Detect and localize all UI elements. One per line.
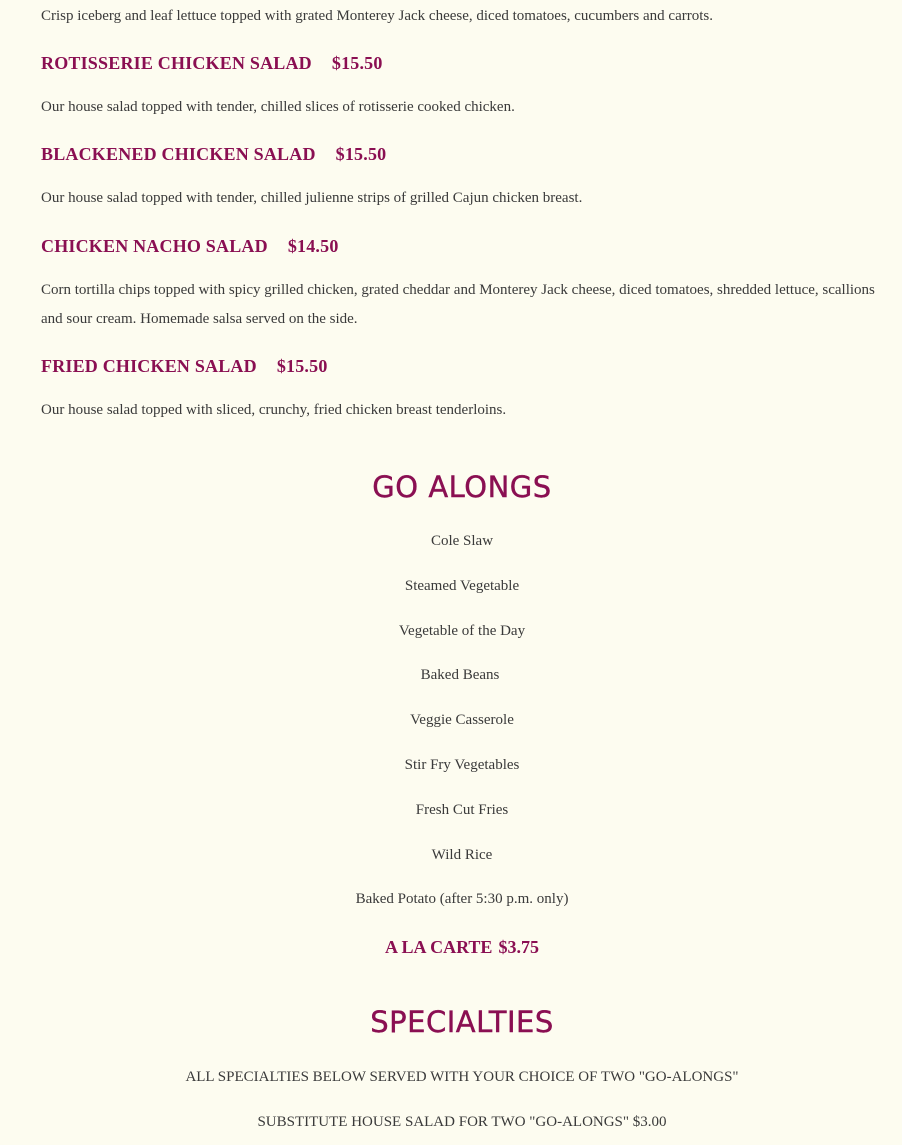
go-along-item: Stir Fry Vegetables [404, 757, 520, 773]
a-la-carte-price: $3.75 [498, 937, 539, 957]
go-alongs-heading: GO ALONGS [372, 470, 552, 504]
a-la-carte-label: A LA CARTE [385, 937, 493, 957]
substitute-salad-note: SUBSTITUTE HOUSE SALAD FOR TWO "GO-ALONGS" $3.00 [257, 1114, 667, 1130]
house-salad-description: Crisp iceberg and leaf lettuce topped with grated Monterey Jack cheese, diced tomatoes, cucumbers and carrots. [41, 8, 713, 24]
menu-item-description: Our house salad topped with tender, chilled julienne strips of grilled Cajun chicken breast. [41, 190, 583, 206]
menu-item-rotisserie-chicken-salad [41, 51, 883, 75]
menu-item-name: BLACKENED CHICKEN SALAD [41, 144, 316, 164]
menu-item-price: $15.50 [335, 144, 387, 164]
go-along-item: Steamed Vegetable [404, 578, 520, 594]
go-along-item: Vegetable of the Day [398, 623, 526, 639]
menu-item-price: $15.50 [276, 356, 328, 376]
menu-item-blackened-chicken-salad [41, 142, 883, 166]
menu-item-name: FRIED CHICKEN SALAD [41, 356, 257, 376]
go-along-item: Baked Potato (after 5:30 p.m. only) [355, 891, 569, 907]
menu-item-chicken-nacho-salad [41, 234, 883, 258]
menu-item-price: $14.50 [287, 236, 339, 256]
go-along-item: Baked Beans [420, 667, 500, 683]
menu-item-name: CHICKEN NACHO SALAD [41, 236, 268, 256]
menu-item-price: $15.50 [331, 53, 383, 73]
go-along-item: Wild Rice [431, 847, 493, 863]
go-along-item: Fresh Cut Fries [415, 802, 509, 818]
menu-item-fried-chicken-salad [41, 354, 883, 378]
specialties-heading: SPECIALTIES [370, 1005, 554, 1039]
menu-item-name: ROTISSERIE CHICKEN SALAD [41, 53, 312, 73]
menu-item-description: Our house salad topped with tender, chilled slices of rotisserie cooked chicken. [41, 99, 515, 115]
a-la-carte-price-line [41, 935, 883, 959]
menu-item-description: Our house salad topped with sliced, crunchy, fried chicken breast tenderloins. [41, 402, 507, 418]
go-along-item: Veggie Casserole [410, 712, 514, 728]
specialties-note: ALL SPECIALTIES BELOW SERVED WITH YOUR CHOICE OF TWO "GO-ALONGS" [185, 1069, 739, 1085]
go-along-item: Cole Slaw [430, 533, 494, 549]
menu-item-description: Corn tortilla chips topped with spicy grilled chicken, grated cheddar and Monterey Jack cheese, diced tomatoes, shredded lettuce, scallions and sour cream. Homemade salsa served on the side. [41, 282, 875, 327]
